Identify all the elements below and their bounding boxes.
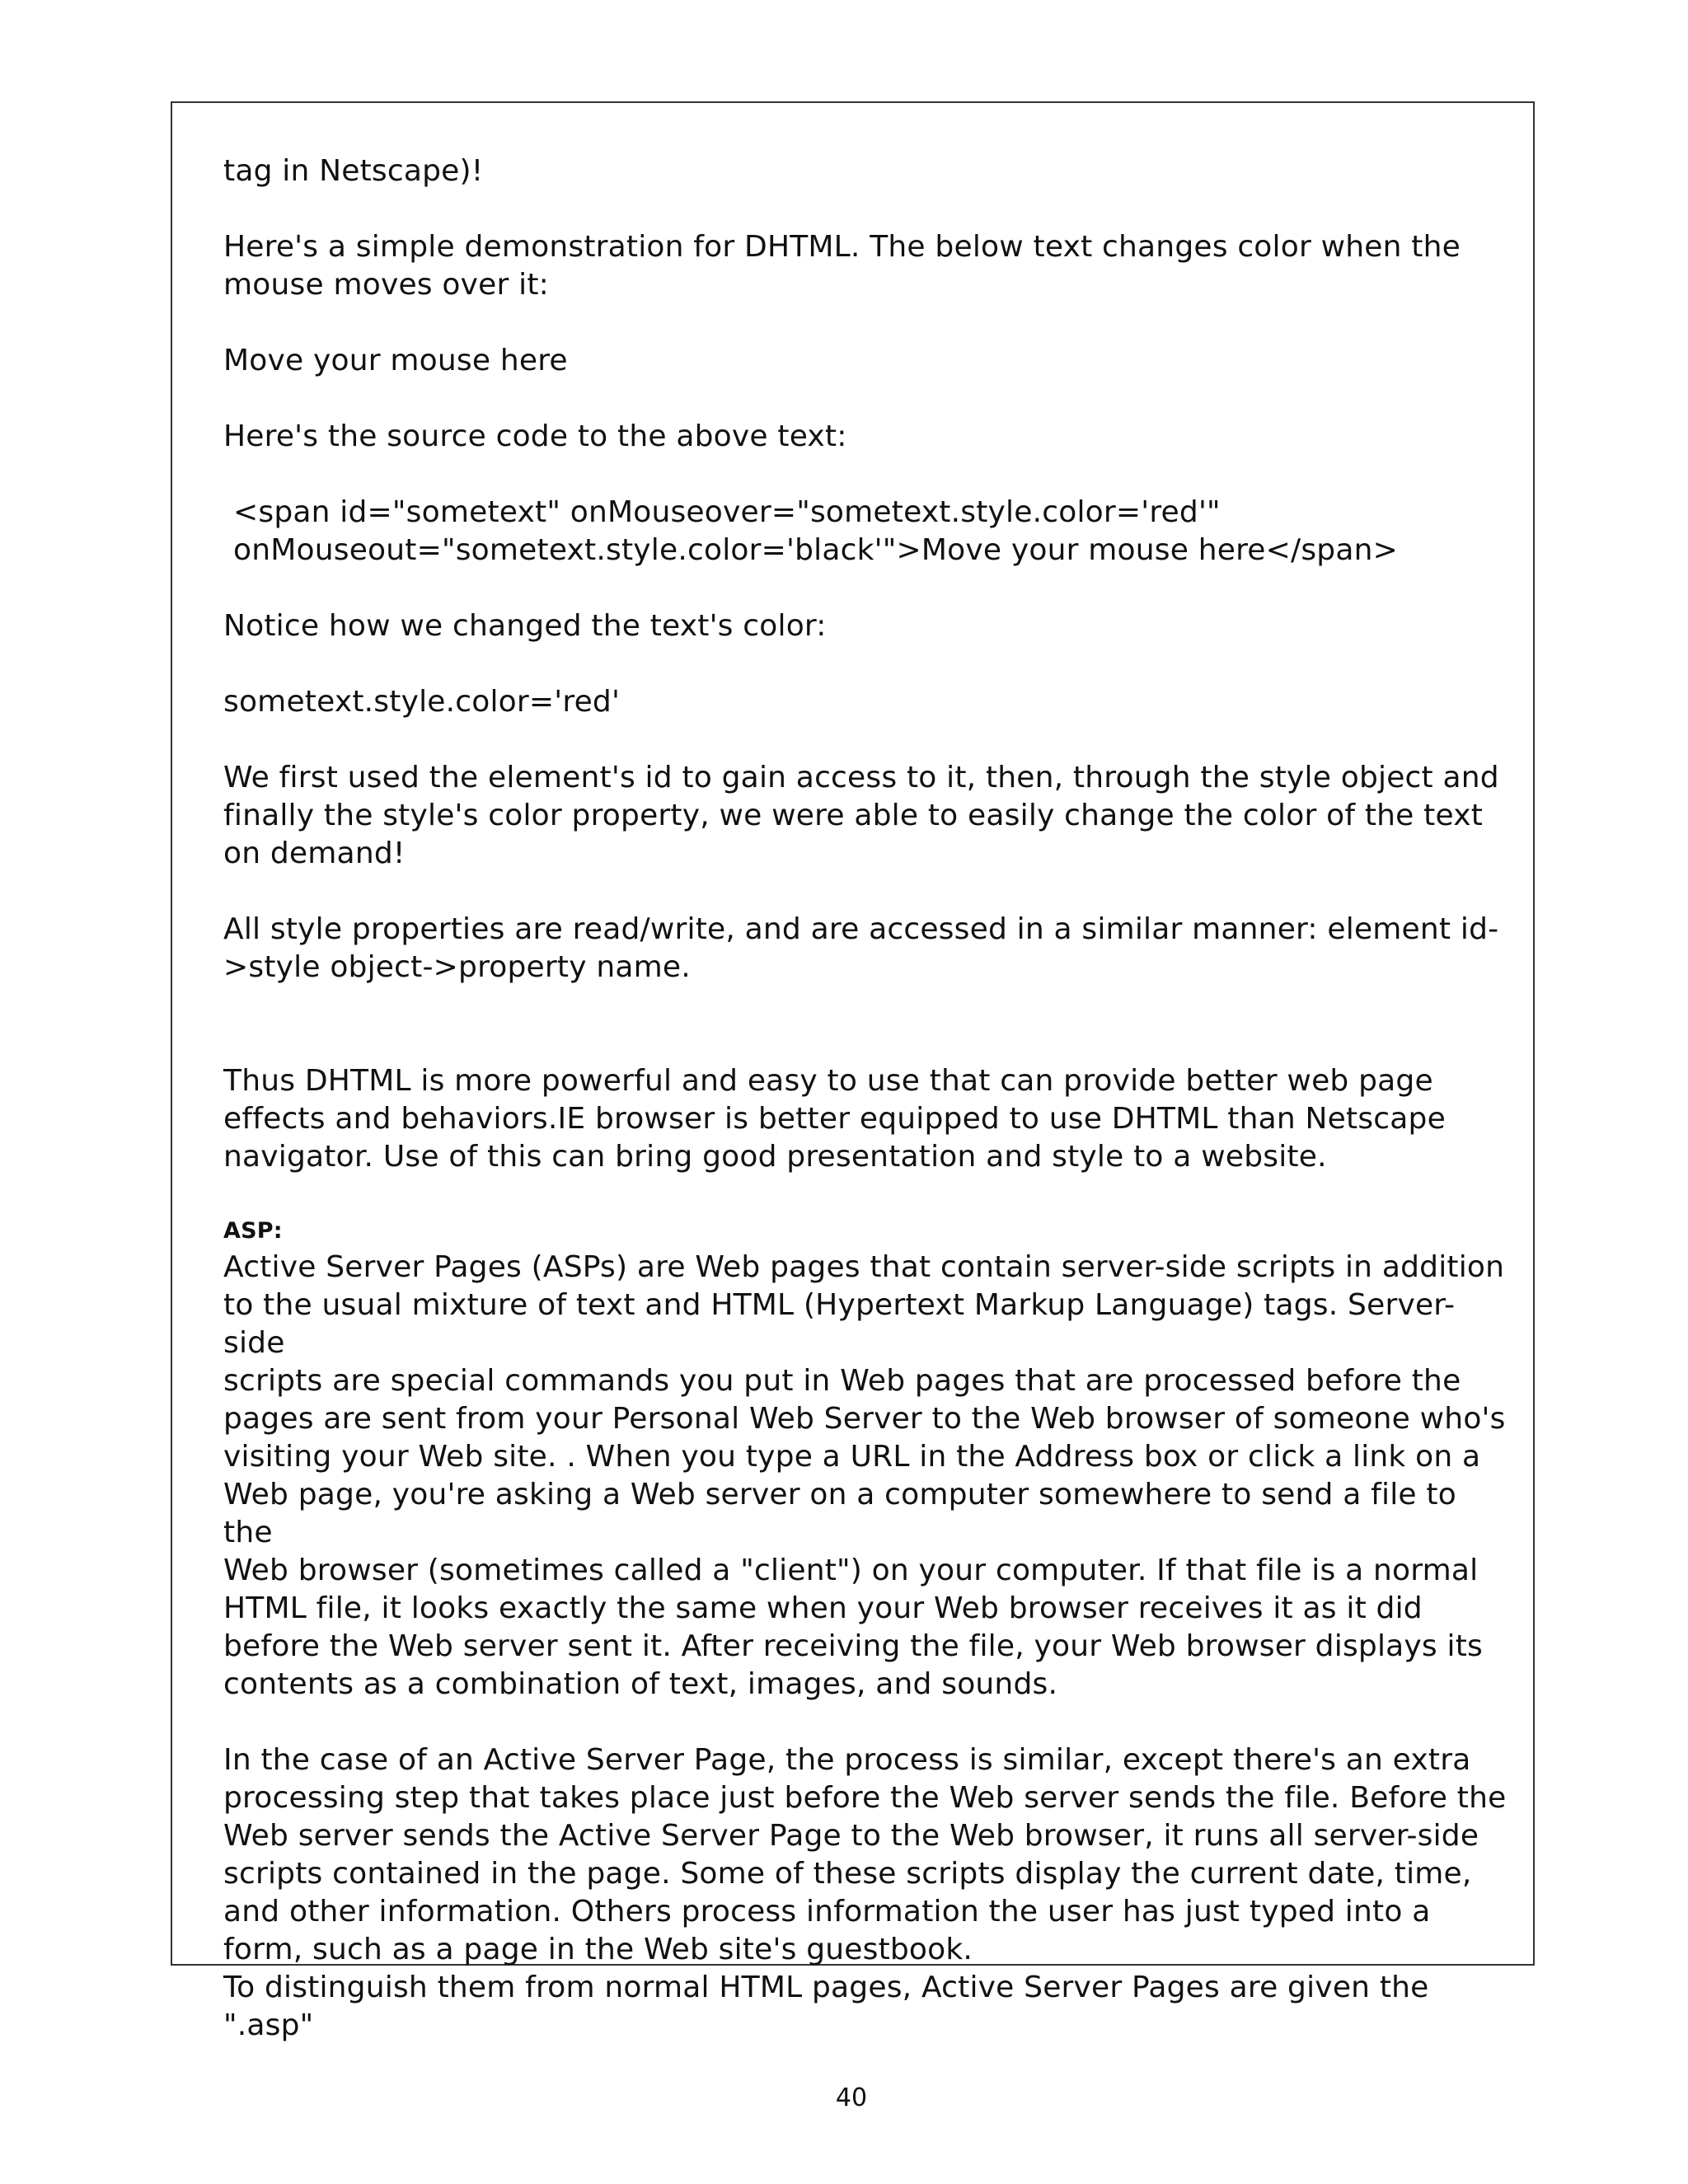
page-frame: [171, 101, 1535, 2042]
paragraph-continuation: tag in Netscape)!: [223, 154, 484, 188]
paragraph-dhtml-summary: Thus DHTML is more powerful and easy to use that can provide better web page effects and behaviors.IE browser is better equipped to use DHTML than Netscape navigator. Use of this can bring good presentation and style to a website.: [223, 1064, 1446, 1174]
page-number: 40: [835, 2083, 868, 2112]
code-snippet-style: sometext.style.color='red': [223, 685, 621, 719]
section-heading-asp: ASP:: [223, 1218, 283, 1244]
code-snippet-span: <span id="sometext" onMouseover="sometext.style.color='red'" onMouseout="sometext.style.color='black'">Move your mouse here</span>: [233, 495, 1398, 567]
paragraph-asp-definition: Active Server Pages (ASPs) are Web pages that contain server-side scripts in addition to the usual mixture of text and HTML (Hypertext Markup Language) tags. Server-side scripts are special commands you put in Web pages that are processed before the pages are sent from your Personal Web Server to the Web browser of someone who's visiting your Web site. . When you type a URL in the Address box or click a link on a Web page, you're asking a Web server on a computer somewhere to send a file to the Web browser (sometimes called a "client") on your computer. If that file is a normal HTML file, it looks exactly the same when your Web browser receives it as it did before the Web server sent it. After receiving the file, your Web browser displays its contents as a combination of text, images, and sounds.: [223, 1250, 1506, 1701]
paragraph-color-notice: Notice how we changed the text's color:: [223, 609, 827, 643]
paragraph-element-id-explanation: We first used the element's id to gain access to it, then, through the style object and finally the style's color property, we were able to easily change the color of the text on demand!: [223, 761, 1499, 870]
paragraph-asp-process: In the case of an Active Server Page, the process is similar, except there's an extra processing step that takes place just before the Web server sends the file. Before the Web server sends the Active Server Page to the Web browser, it runs all server-side scripts contained in the page. Some of these scripts display the current date, time, and other information. Others process information the user has just typed into a form, such as a page in the Web site's guestbook.: [223, 1743, 1507, 1966]
paragraph-demo-text: Move your mouse here: [223, 344, 568, 377]
paragraph-source-code-intro: Here's the source code to the above text:: [223, 419, 847, 453]
page-content: [223, 152, 1509, 2045]
paragraph-dhtml-demo-intro: Here's a simple demonstration for DHTML. The below text changes color when the mouse moves over it:: [223, 230, 1461, 302]
paragraph-asp-extension: To distinguish them from normal HTML pages, Active Server Pages are given the ".asp": [223, 1971, 1429, 2042]
paragraph-style-properties: All style properties are read/write, and are accessed in a similar manner: element id- >style object->property name.: [223, 912, 1499, 984]
